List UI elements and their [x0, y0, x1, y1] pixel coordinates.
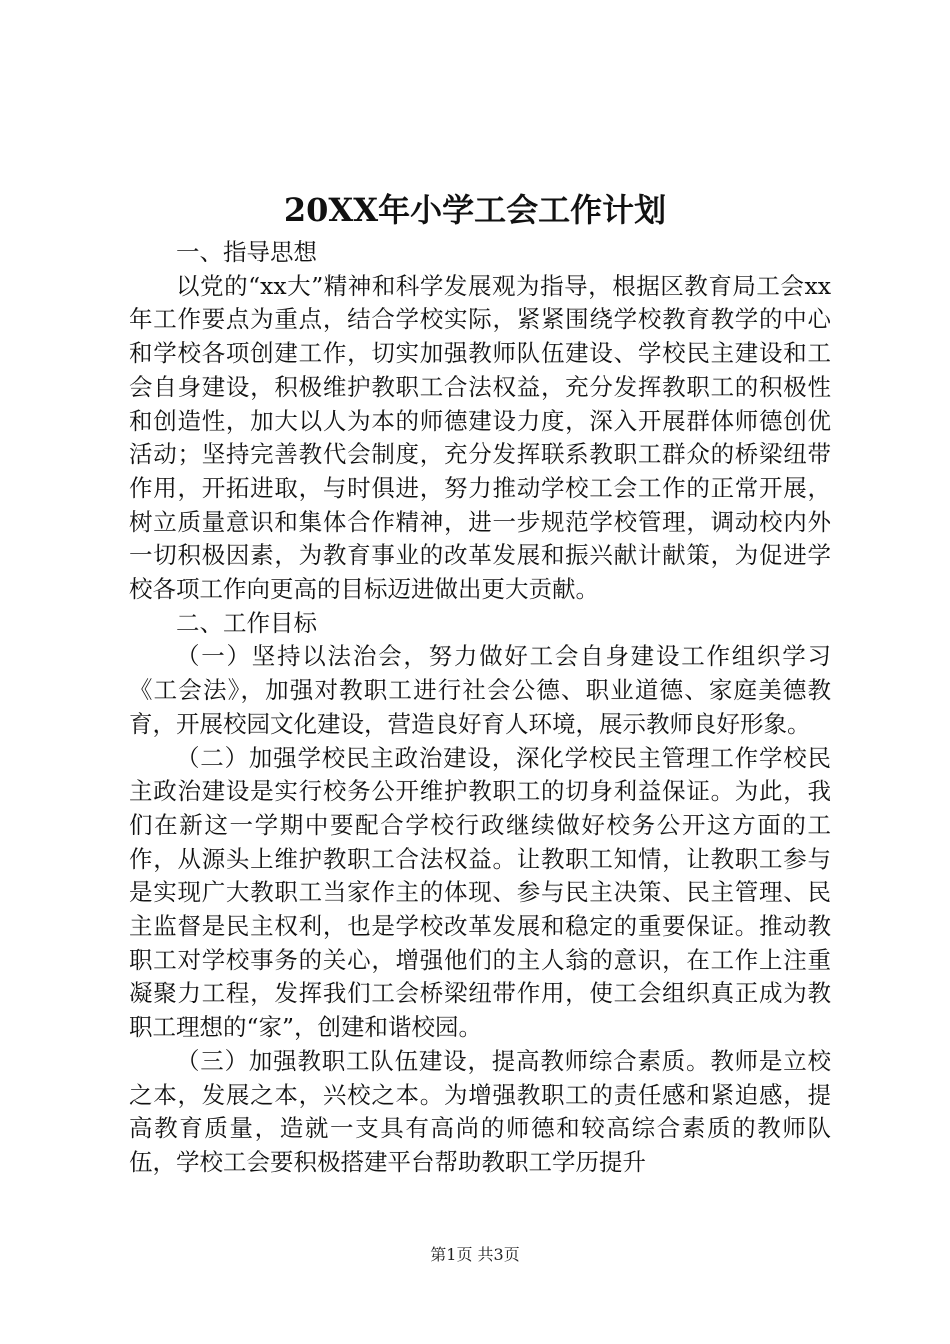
paragraph-goal-one: （一）坚持以法治会，努力做好工会自身建设工作组织学习《工会法》，加强对教职工进行社会公德、职业道德、家庭美德教育，开展校园文化建设，营造良好育人环境，展示教师良好形象。 — [129, 642, 831, 738]
page-footer: 第1页 共3页 — [430, 1245, 520, 1264]
paragraph-goal-two: （二）加强学校民主政治建设，深化学校民主管理工作学校民主政治建设是实行校务公开维护教职工的切身利益保证。为此，我们在新这一学期中要配合学校行政继续做好校务公开这方面的工作，从源头上维护教职工合法权益。让教职工知情，让教职工参与是实现广大教职工当家作主的体现、参与民主决策、民主管理、民主监督是民主权利，也是学校改革发展和稳定的重要保证。推动教职工对学校事务的关心，增强他们的主人翁的意识，在工作上注重凝聚力工程，发挥我们工会桥梁纽带作用，使工会组织真正成为教职工理想的“家”，创建和谐校园。 — [129, 743, 831, 1042]
paragraph-guiding-ideology: 以党的“xx大”精神和科学发展观为指导，根据区教育局工会xx年工作要点为重点，结合学校实际，紧紧围绕学校教育教学的中心和学校各项创建工作，切实加强教师队伍建设、学校民主建设和工会自身建设，积极维护教职工合法权益，充分发挥教职工的积极性和创造性，加大以人为本的师德建设力度，深入开展群体师德创优活动；坚持完善教代会制度，充分发挥联系教职工群众的桥梁纽带作用，开拓进取，与时俱进，努力推动学校工会工作的正常开展，树立质量意识和集体合作精神，进一步规范学校管理，调动校内外一切积极因素，为教育事业的改革发展和振兴献计献策，为促进学校各项工作向更高的目标迈进做出更大贡献。 — [129, 271, 831, 604]
section-heading-guiding-ideology: 一、指导思想 — [176, 238, 317, 266]
section-heading-work-goals: 二、工作目标 — [176, 608, 317, 637]
document-title: 20XX年小学工会工作计划 — [283, 191, 667, 229]
paragraph-goal-three: （三）加强教职工队伍建设，提高教师综合素质。教师是立校之本，发展之本，兴校之本。为增强教职工的责任感和紧迫感，提高教育质量，造就一支具有高尚的师德和较高综合素质的教师队伍，学校工会要积极搭建平台帮助教职工学历提升 — [129, 1046, 831, 1176]
document-body — [129, 236, 831, 1180]
